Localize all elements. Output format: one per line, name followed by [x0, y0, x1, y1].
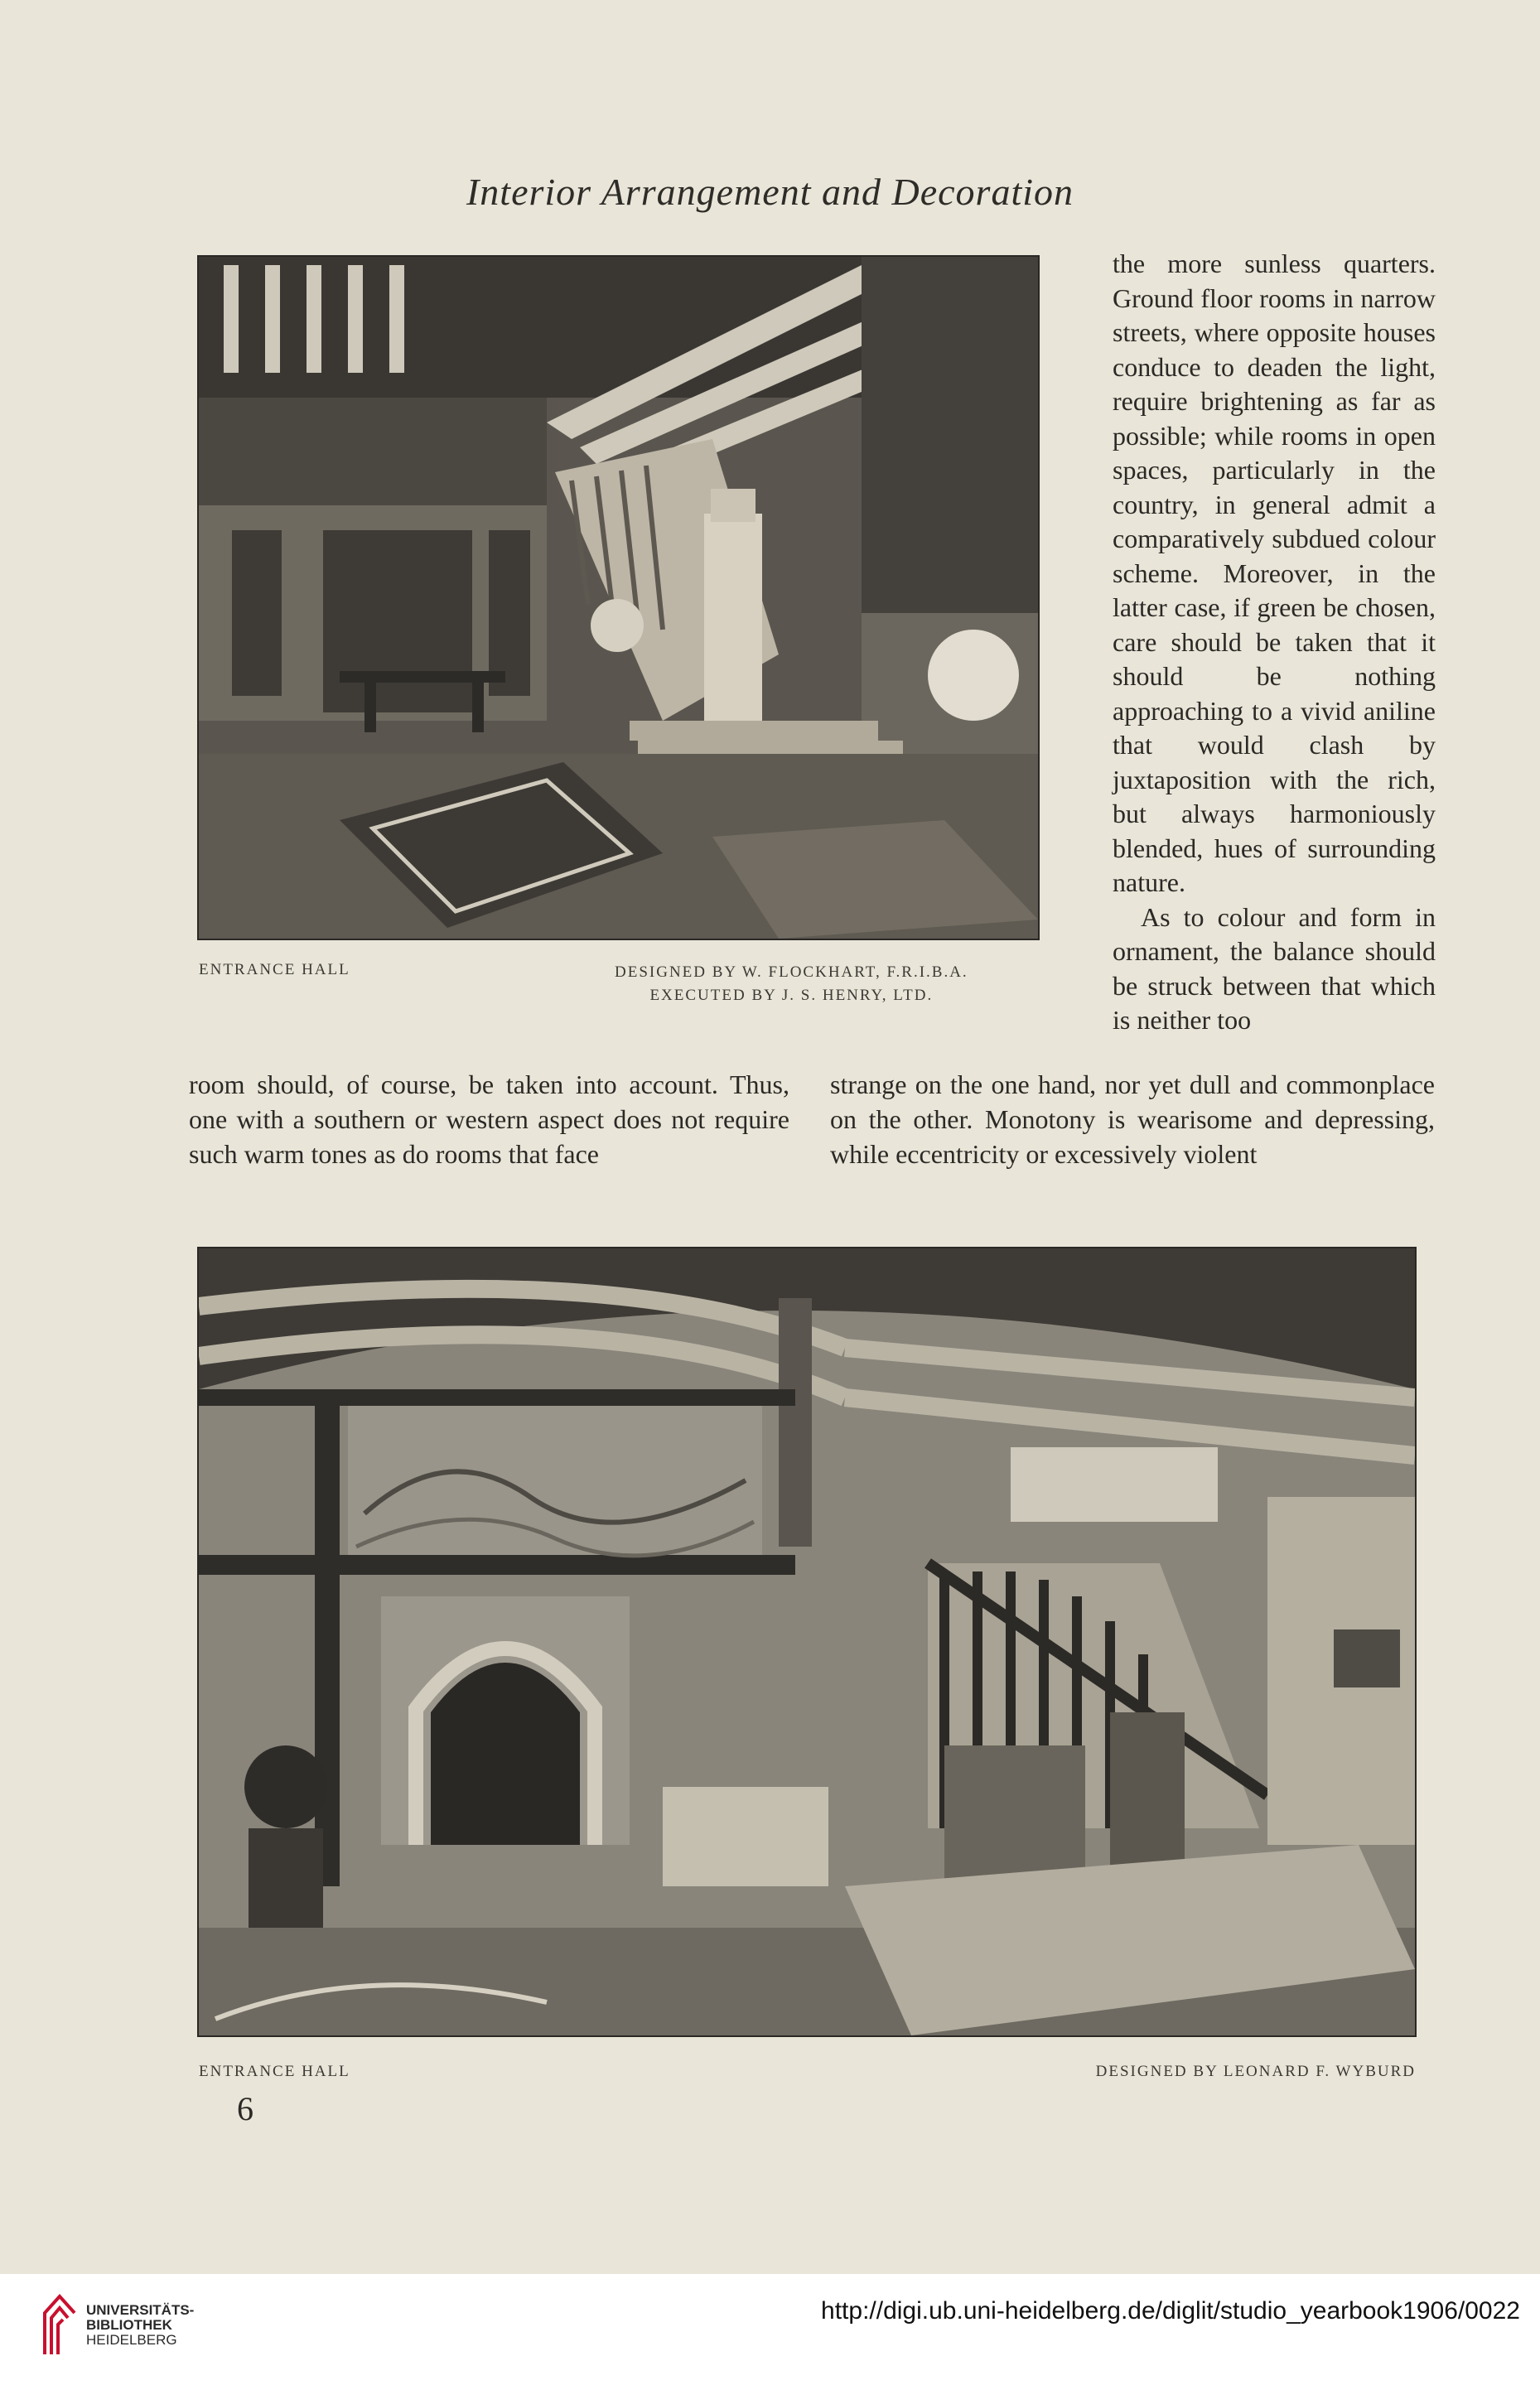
plate2-designer-credit: DESIGNED BY LEONARD F. WYBURD [1095, 2063, 1416, 2080]
plate1-caption-credits [615, 961, 968, 1007]
right-column-text [1113, 247, 1436, 1038]
body-text-left-paragraph: room should, of course, be taken into account. Thus, one with a southern or western aspect does not require such warm tones as do rooms that face [189, 1069, 789, 1169]
entrance-hall-photo-2 [197, 1247, 1417, 2037]
plate1-caption-title: ENTRANCE HALL [199, 961, 350, 978]
source-url[interactable]: http://digi.ub.uni-heidelberg.de/diglit/studio_yearbook1906/0022 [821, 2297, 1520, 2325]
page-number: 6 [237, 2090, 253, 2127]
running-head: Interior Arrangement and Decoration [466, 171, 1074, 213]
body-text-right [830, 1067, 1435, 1171]
right-column-paragraph-1: the more sunless quarters. Ground floor rooms in narrow streets, where opposite houses conduce to deaden the light, require brightening as far as possible; while rooms in open spaces, particularly in the country, in general admit a comparatively subdued colour scheme. Moreover, in the latter case, if green be chosen, care should be taken that it should be nothing approaching to a vivid aniline that would clash by juxtaposition with the rich, but always harmoniously blended, hues of surrounding nature. [1113, 249, 1436, 897]
library-name [86, 2303, 194, 2348]
entrance-hall-photo-1-image [199, 257, 1038, 939]
right-column-paragraph-2: As to colour and form in ornament, the balance should be struck between that which is neither too [1113, 901, 1436, 1035]
plate1-designer-credit: DESIGNED BY W. FLOCKHART, F.R.I.B.A. [615, 963, 968, 981]
heidelberg-library-logo-icon [41, 2288, 78, 2358]
library-name-line-2: BIBLIOTHEK [86, 2317, 172, 2333]
library-name-line-1: UNIVERSITÄTS- [86, 2302, 195, 2318]
body-text-right-paragraph: strange on the one hand, nor yet dull and commonplace on the other. Monotony is wearisome and depressing, while eccentricity or excessively violent [830, 1069, 1435, 1169]
plate2-caption-title: ENTRANCE HALL [199, 2063, 350, 2080]
entrance-hall-photo-1 [197, 255, 1040, 940]
library-name-line-3: HEIDELBERG [86, 2332, 177, 2348]
library-footer [0, 2274, 1540, 2385]
plate1-executor-credit: EXECUTED BY J. S. HENRY, LTD. [649, 987, 934, 1004]
body-text-left [189, 1067, 789, 1171]
entrance-hall-photo-2-image [199, 1248, 1415, 2035]
